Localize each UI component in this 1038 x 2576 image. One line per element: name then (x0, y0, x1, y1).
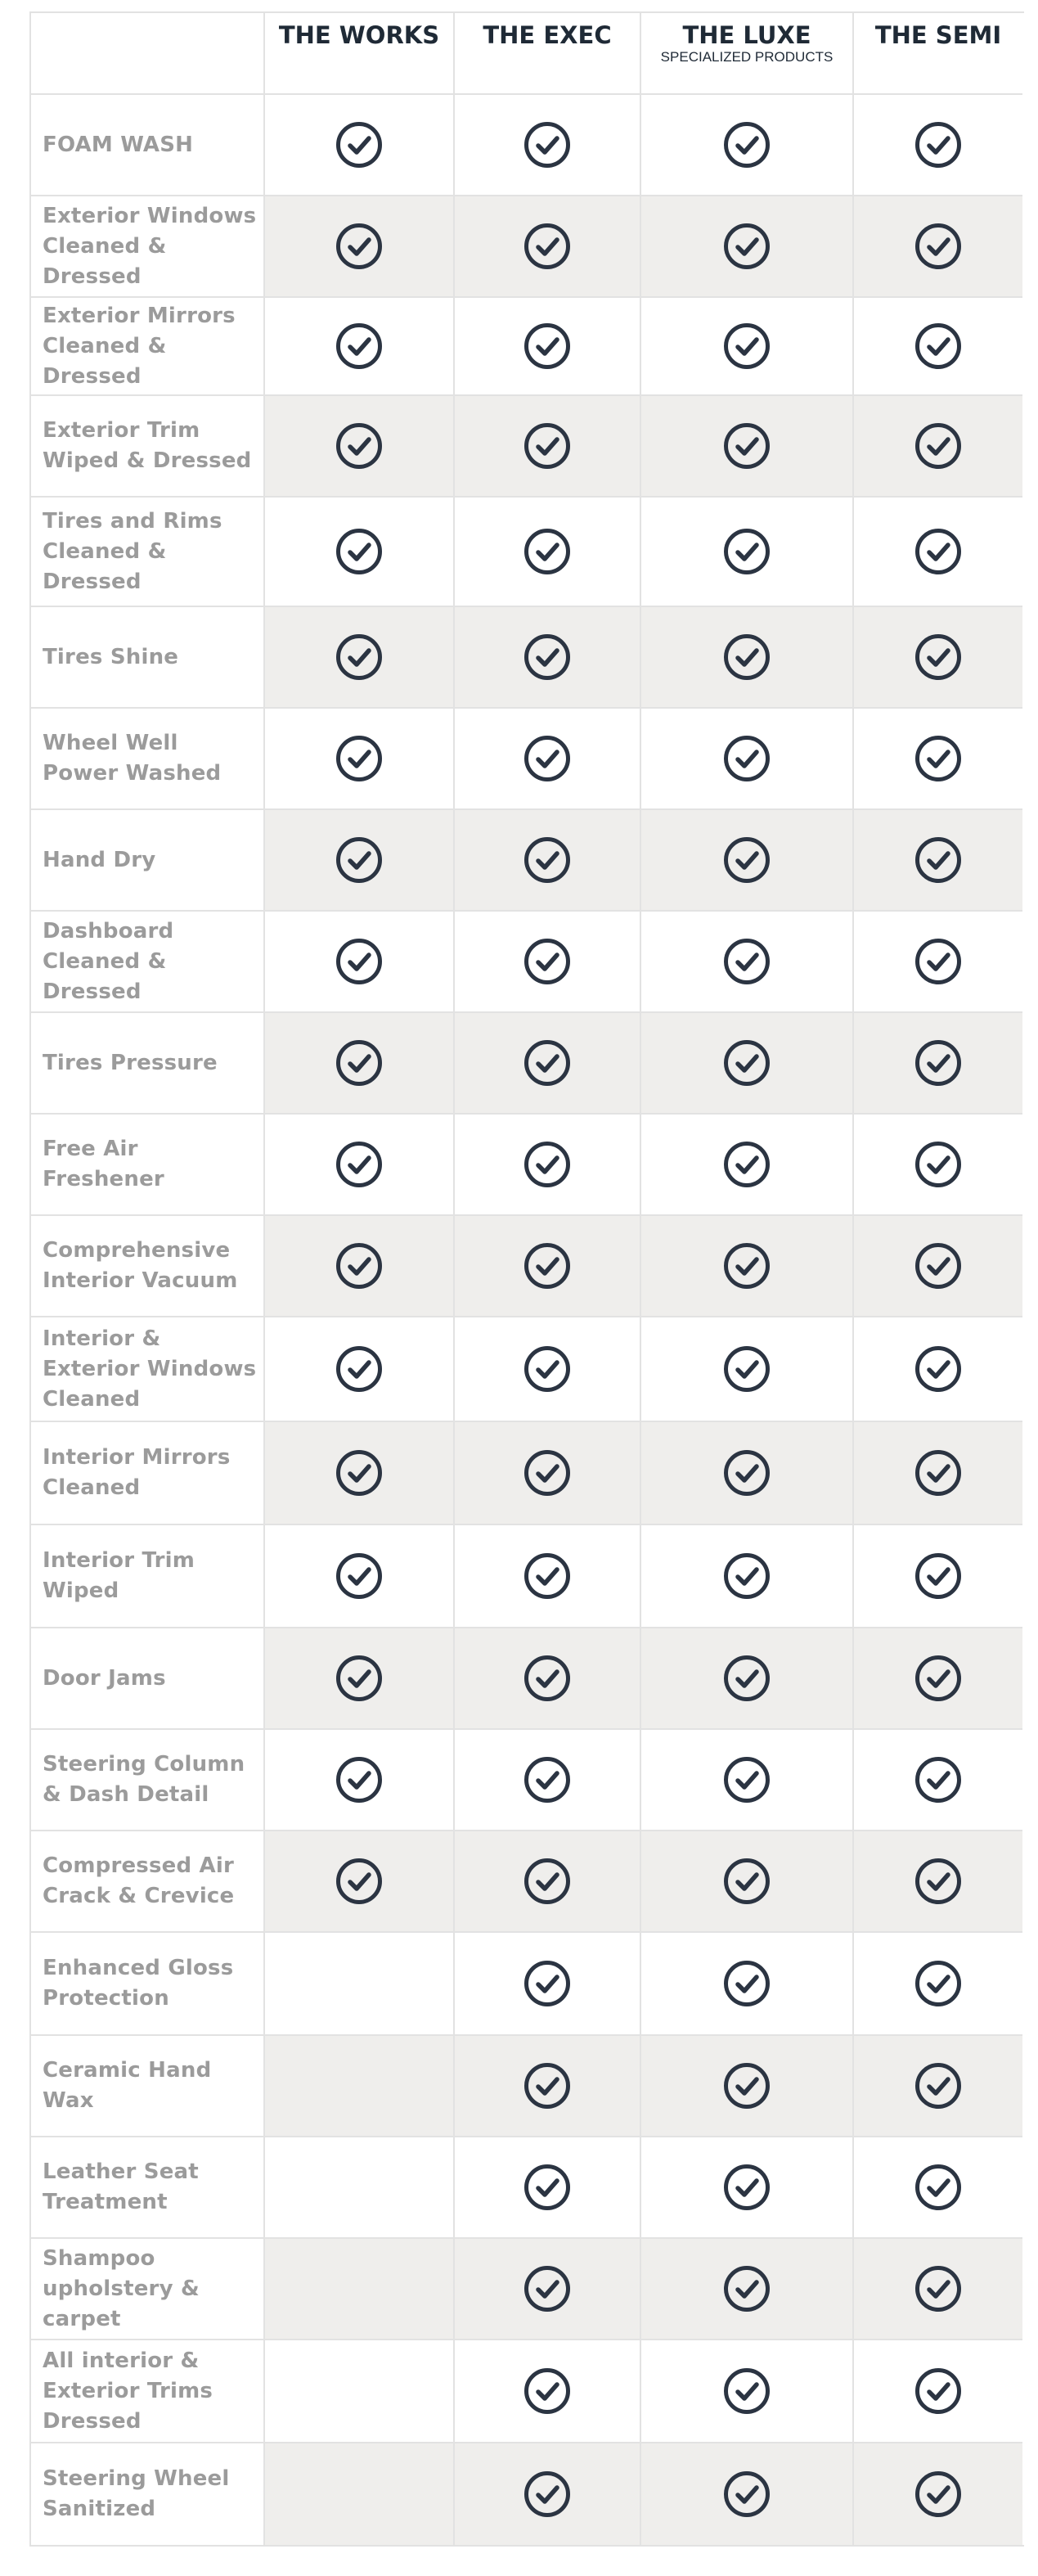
check-circle-icon (722, 1448, 771, 1497)
check-circle-icon (914, 835, 963, 885)
inclusion-cell (641, 709, 854, 810)
feature-cell (31, 2239, 265, 2340)
check-circle-icon (335, 937, 384, 986)
inclusion-cell (854, 1933, 1022, 2036)
inclusion-cell (455, 95, 641, 196)
check-circle-icon (523, 2163, 572, 2212)
inclusion-cell (455, 1933, 641, 2036)
inclusion-cell (641, 1933, 854, 2036)
feature-row (31, 95, 1024, 196)
inclusion-cell (854, 2340, 1022, 2443)
check-circle-icon (523, 2264, 572, 2313)
inclusion-cell (854, 1730, 1022, 1831)
inclusion-cell (265, 2340, 455, 2443)
check-circle-icon (722, 633, 771, 682)
inclusion-cell (265, 1730, 455, 1831)
inclusion-cell (641, 2137, 854, 2239)
feature-label: Steering Column & Dash Detail (43, 1752, 245, 1807)
inclusion-cell (455, 196, 641, 298)
feature-label: Comprehensive Interior Vacuum (43, 1238, 238, 1293)
check-circle-icon (523, 1755, 572, 1804)
check-circle-icon (914, 120, 963, 169)
inclusion-cell (265, 607, 455, 709)
check-circle-icon (335, 633, 384, 682)
feature-label: Enhanced Gloss Protection (43, 1956, 234, 2011)
feature-label: Compressed Air Crack & Crevice (43, 1853, 235, 1908)
inclusion-cell (854, 298, 1022, 396)
feature-cell (31, 1831, 265, 1933)
inclusion-cell (854, 2137, 1022, 2239)
package-comparison-table (29, 11, 1024, 2547)
check-circle-icon (523, 1241, 572, 1290)
feature-cell (31, 396, 265, 498)
feature-row (31, 1422, 1024, 1525)
check-circle-icon (722, 2264, 771, 2313)
feature-cell (31, 1933, 265, 2036)
inclusion-cell (265, 1115, 455, 1216)
feature-row (31, 912, 1024, 1013)
feature-row (31, 1831, 1024, 1933)
check-circle-icon (523, 2061, 572, 2110)
inclusion-cell (641, 1317, 854, 1422)
feature-row (31, 1317, 1024, 1422)
feature-cell (31, 709, 265, 810)
feature-label: FOAM WASH (43, 132, 194, 157)
table-header-row (31, 13, 1024, 95)
inclusion-cell (455, 912, 641, 1013)
check-circle-icon (914, 1959, 963, 2008)
inclusion-cell (641, 1628, 854, 1730)
feature-label: Tires Pressure (43, 1050, 218, 1075)
inclusion-cell (265, 298, 455, 396)
inclusion-cell (854, 1831, 1022, 1933)
inclusion-cell (854, 2036, 1022, 2137)
feature-row (31, 196, 1024, 298)
inclusion-cell (265, 912, 455, 1013)
check-circle-icon (722, 1344, 771, 1394)
check-circle-icon (335, 1344, 384, 1394)
header-the-works (265, 13, 455, 95)
check-circle-icon (914, 1344, 963, 1394)
inclusion-cell (265, 1013, 455, 1115)
feature-row (31, 1216, 1024, 1317)
inclusion-cell (455, 2137, 641, 2239)
check-circle-icon (335, 835, 384, 885)
check-circle-icon (914, 1241, 963, 1290)
feature-cell (31, 810, 265, 912)
check-circle-icon (335, 1857, 384, 1906)
feature-row (31, 709, 1024, 810)
column-title: THE WORKS (278, 21, 440, 49)
inclusion-cell (265, 396, 455, 498)
inclusion-cell (641, 1115, 854, 1216)
check-circle-icon (722, 835, 771, 885)
inclusion-cell (265, 2239, 455, 2340)
inclusion-cell (641, 2340, 854, 2443)
check-circle-icon (335, 222, 384, 271)
feature-row (31, 1013, 1024, 1115)
check-circle-icon (722, 1140, 771, 1189)
check-circle-icon (914, 2061, 963, 2110)
feature-label: Shampoo upholstery & carpet (43, 2245, 200, 2331)
inclusion-cell (641, 2036, 854, 2137)
feature-cell (31, 498, 265, 607)
check-circle-icon (914, 1654, 963, 1703)
inclusion-cell (455, 2036, 641, 2137)
feature-cell (31, 1115, 265, 1216)
feature-label: Interior Trim Wiped (43, 1548, 195, 1603)
check-circle-icon (722, 1038, 771, 1088)
feature-row (31, 2239, 1024, 2340)
check-circle-icon (914, 2367, 963, 2416)
inclusion-cell (641, 95, 854, 196)
feature-row (31, 2443, 1024, 2545)
check-circle-icon (335, 1241, 384, 1290)
column-title: THE LUXE (682, 21, 811, 49)
inclusion-cell (641, 2443, 854, 2545)
check-circle-icon (722, 2470, 771, 2519)
check-circle-icon (914, 527, 963, 576)
check-circle-icon (914, 633, 963, 682)
inclusion-cell (854, 1317, 1022, 1422)
check-circle-icon (523, 1959, 572, 2008)
check-circle-icon (914, 1755, 963, 1804)
inclusion-cell (455, 1730, 641, 1831)
inclusion-cell (455, 2443, 641, 2545)
check-circle-icon (722, 421, 771, 471)
feature-row (31, 2137, 1024, 2239)
column-title: THE SEMI (874, 21, 1002, 49)
inclusion-cell (854, 498, 1022, 607)
feature-cell (31, 2443, 265, 2545)
inclusion-cell (641, 498, 854, 607)
inclusion-cell (641, 196, 854, 298)
check-circle-icon (523, 2470, 572, 2519)
feature-label: Exterior Mirrors Cleaned & Dressed (43, 303, 236, 389)
feature-row (31, 1525, 1024, 1628)
check-circle-icon (722, 1755, 771, 1804)
inclusion-cell (455, 298, 641, 396)
check-circle-icon (914, 734, 963, 783)
inclusion-cell (854, 1628, 1022, 1730)
feature-cell (31, 2137, 265, 2239)
check-circle-icon (914, 1448, 963, 1497)
inclusion-cell (854, 396, 1022, 498)
check-circle-icon (722, 1959, 771, 2008)
feature-row (31, 1730, 1024, 1831)
check-circle-icon (914, 937, 963, 986)
check-circle-icon (914, 2264, 963, 2313)
check-circle-icon (335, 527, 384, 576)
inclusion-cell (455, 1525, 641, 1628)
check-circle-icon (722, 222, 771, 271)
header-the-semi (854, 13, 1022, 95)
feature-cell (31, 2340, 265, 2443)
feature-row (31, 498, 1024, 607)
inclusion-cell (455, 498, 641, 607)
inclusion-cell (641, 1525, 854, 1628)
feature-cell (31, 2036, 265, 2137)
feature-label: Dashboard Cleaned & Dressed (43, 918, 174, 1004)
check-circle-icon (722, 1857, 771, 1906)
inclusion-cell (641, 396, 854, 498)
check-circle-icon (335, 1448, 384, 1497)
inclusion-cell (455, 810, 641, 912)
inclusion-cell (854, 607, 1022, 709)
inclusion-cell (455, 2340, 641, 2443)
header-the-luxe (641, 13, 854, 95)
check-circle-icon (523, 322, 572, 371)
check-circle-icon (523, 421, 572, 471)
feature-label: Ceramic Hand Wax (43, 2058, 212, 2113)
inclusion-cell (854, 1525, 1022, 1628)
check-circle-icon (523, 1857, 572, 1906)
check-circle-icon (523, 1654, 572, 1703)
inclusion-cell (854, 1115, 1022, 1216)
inclusion-cell (641, 1730, 854, 1831)
check-circle-icon (335, 120, 384, 169)
inclusion-cell (265, 2443, 455, 2545)
header-corner-cell (31, 13, 265, 95)
inclusion-cell (455, 1831, 641, 1933)
inclusion-cell (641, 2239, 854, 2340)
check-circle-icon (914, 322, 963, 371)
inclusion-cell (854, 912, 1022, 1013)
inclusion-cell (854, 196, 1022, 298)
feature-cell (31, 1422, 265, 1525)
check-circle-icon (914, 1038, 963, 1088)
check-circle-icon (914, 2163, 963, 2212)
check-circle-icon (722, 2061, 771, 2110)
inclusion-cell (854, 1422, 1022, 1525)
inclusion-cell (265, 498, 455, 607)
feature-label: Hand Dry (43, 847, 156, 872)
feature-row (31, 298, 1024, 396)
column-title: THE EXEC (483, 21, 612, 49)
feature-label: Exterior Trim Wiped & Dressed (43, 418, 252, 473)
inclusion-cell (641, 1013, 854, 1115)
inclusion-cell (641, 1422, 854, 1525)
check-circle-icon (523, 527, 572, 576)
feature-cell (31, 1013, 265, 1115)
inclusion-cell (265, 2036, 455, 2137)
inclusion-cell (265, 709, 455, 810)
inclusion-cell (854, 1216, 1022, 1317)
feature-row (31, 607, 1024, 709)
check-circle-icon (523, 633, 572, 682)
check-circle-icon (335, 1038, 384, 1088)
feature-row (31, 2036, 1024, 2137)
feature-label: Exterior Windows Cleaned & Dressed (43, 203, 257, 289)
feature-cell (31, 1730, 265, 1831)
feature-label: Wheel Well Power Washed (43, 731, 222, 786)
feature-label: Interior & Exterior Windows Cleaned (43, 1326, 257, 1412)
check-circle-icon (722, 1241, 771, 1290)
check-circle-icon (722, 527, 771, 576)
check-circle-icon (914, 1857, 963, 1906)
inclusion-cell (641, 607, 854, 709)
inclusion-cell (641, 912, 854, 1013)
check-circle-icon (523, 2367, 572, 2416)
inclusion-cell (854, 2239, 1022, 2340)
feature-cell (31, 298, 265, 396)
inclusion-cell (455, 1628, 641, 1730)
inclusion-cell (455, 709, 641, 810)
inclusion-cell (854, 1013, 1022, 1115)
check-circle-icon (914, 1551, 963, 1601)
inclusion-cell (265, 95, 455, 196)
inclusion-cell (455, 1013, 641, 1115)
check-circle-icon (335, 1140, 384, 1189)
column-subtitle: SPECIALIZED PRODUCTS (660, 49, 834, 65)
check-circle-icon (914, 222, 963, 271)
check-circle-icon (523, 937, 572, 986)
check-circle-icon (523, 1551, 572, 1601)
check-circle-icon (335, 1551, 384, 1601)
inclusion-cell (265, 1831, 455, 1933)
check-circle-icon (722, 1551, 771, 1601)
header-the-exec (455, 13, 641, 95)
feature-label: Tires Shine (43, 644, 179, 669)
inclusion-cell (265, 1317, 455, 1422)
inclusion-cell (265, 1933, 455, 2036)
feature-label: Leather Seat Treatment (43, 2159, 199, 2214)
inclusion-cell (265, 810, 455, 912)
check-circle-icon (722, 937, 771, 986)
table-body (31, 95, 1024, 2545)
feature-label: Free Air Freshener (43, 1137, 164, 1191)
feature-row (31, 810, 1024, 912)
check-circle-icon (335, 1654, 384, 1703)
check-circle-icon (523, 734, 572, 783)
inclusion-cell (641, 1831, 854, 1933)
inclusion-cell (854, 810, 1022, 912)
feature-cell (31, 607, 265, 709)
inclusion-cell (455, 396, 641, 498)
inclusion-cell (455, 1115, 641, 1216)
inclusion-cell (265, 1525, 455, 1628)
feature-row (31, 2340, 1024, 2443)
feature-row (31, 1933, 1024, 2036)
inclusion-cell (265, 196, 455, 298)
feature-label: Interior Mirrors Cleaned (43, 1445, 231, 1500)
check-circle-icon (335, 1755, 384, 1804)
feature-cell (31, 1525, 265, 1628)
check-circle-icon (722, 120, 771, 169)
check-circle-icon (914, 421, 963, 471)
feature-row (31, 1115, 1024, 1216)
check-circle-icon (335, 734, 384, 783)
inclusion-cell (641, 298, 854, 396)
inclusion-cell (641, 810, 854, 912)
check-circle-icon (722, 2367, 771, 2416)
check-circle-icon (914, 1140, 963, 1189)
inclusion-cell (265, 1216, 455, 1317)
feature-cell (31, 196, 265, 298)
feature-cell (31, 912, 265, 1013)
inclusion-cell (455, 1216, 641, 1317)
check-circle-icon (335, 421, 384, 471)
inclusion-cell (265, 1422, 455, 1525)
check-circle-icon (722, 2163, 771, 2212)
feature-row (31, 396, 1024, 498)
feature-cell (31, 1628, 265, 1730)
check-circle-icon (335, 322, 384, 371)
check-circle-icon (523, 1038, 572, 1088)
check-circle-icon (523, 222, 572, 271)
check-circle-icon (523, 120, 572, 169)
check-circle-icon (523, 1140, 572, 1189)
inclusion-cell (455, 1317, 641, 1422)
feature-cell (31, 95, 265, 196)
inclusion-cell (455, 2239, 641, 2340)
inclusion-cell (641, 1216, 854, 1317)
feature-cell (31, 1317, 265, 1422)
check-circle-icon (523, 835, 572, 885)
inclusion-cell (455, 607, 641, 709)
inclusion-cell (455, 1422, 641, 1525)
check-circle-icon (914, 2470, 963, 2519)
inclusion-cell (854, 709, 1022, 810)
check-circle-icon (523, 1344, 572, 1394)
feature-label: Door Jams (43, 1665, 166, 1691)
check-circle-icon (722, 1654, 771, 1703)
inclusion-cell (265, 1628, 455, 1730)
inclusion-cell (854, 95, 1022, 196)
feature-label: Tires and Rims Cleaned & Dressed (43, 508, 222, 594)
inclusion-cell (265, 2137, 455, 2239)
check-circle-icon (523, 1448, 572, 1497)
check-circle-icon (722, 734, 771, 783)
check-circle-icon (722, 322, 771, 371)
feature-label: All interior & Exterior Trims Dressed (43, 2348, 213, 2434)
feature-row (31, 1628, 1024, 1730)
feature-cell (31, 1216, 265, 1317)
inclusion-cell (854, 2443, 1022, 2545)
feature-label: Steering Wheel Sanitized (43, 2466, 230, 2521)
